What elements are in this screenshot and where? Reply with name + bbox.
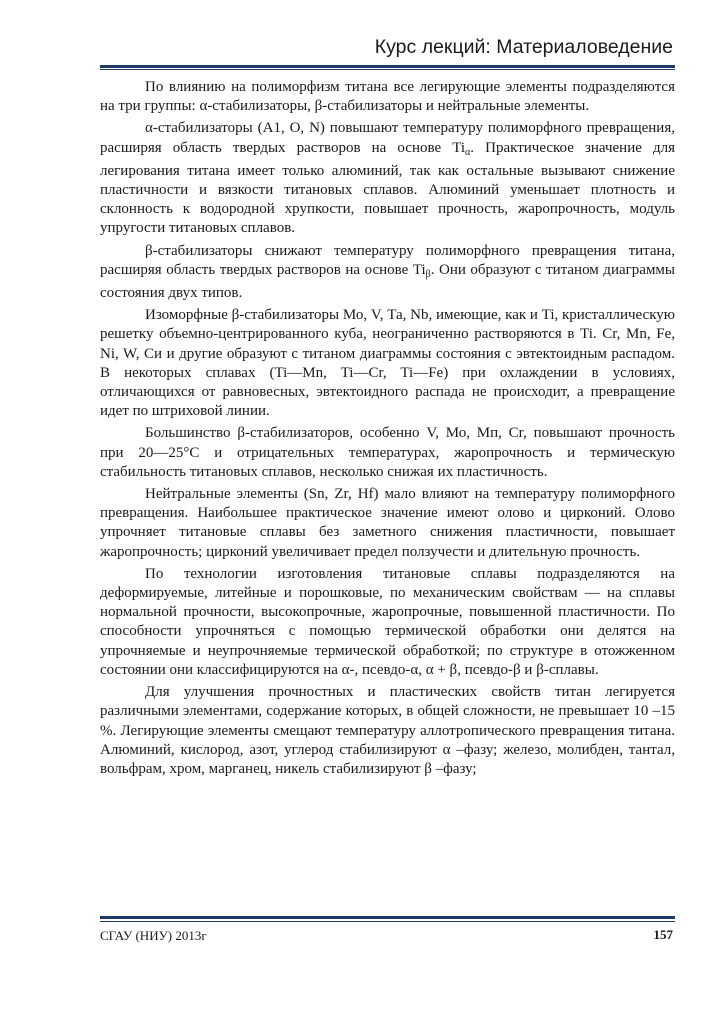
footer-rule-thick bbox=[100, 916, 675, 919]
paragraph-neutral-elements: Нейтральные элементы (Sn, Zr, Hf) мало влияют на температуру полиморфного превращения. Наибольшее практическое значение имеют олово и цирконий. Олово упрочняет титановые сплавы без заметного снижения пластичности, повышает жаропрочность; цирконий увеличивает предел ползучести и длительную прочность. bbox=[100, 486, 675, 560]
beta-text-part1: β-стабилизаторы снижают температуру полиморфного превращения титана, расширяя область твердых растворов на основе Ti bbox=[100, 242, 675, 278]
paragraph-alpha-stabilizers bbox=[100, 119, 675, 238]
alpha-text-part2: . Практическое значение для легирования титана имеет только алюминий, так как остальные вызывают снижение пластичности и вязкости титановых сплавов. Алюминий уменьшает плотность и склонность к водородной хрупкости, повышает прочность, жаропрочность, модуль упругости титановых сплавов. bbox=[100, 139, 675, 237]
page-header bbox=[100, 36, 675, 70]
page-footer bbox=[100, 916, 675, 946]
paragraph-beta-strength: Большинство β-стабилизаторов, особенно V, Мо, Мп, Cr, повышают прочность при 20—25°С и отрицательных температурах, жаропрочность и термическую стабильность титановых сплавов, несколько снижая их пластичность. bbox=[100, 425, 675, 480]
paragraph-classification: По технологии изготовления титановые сплавы подразделяются на деформируемые, литейные и порошковые, по механическим свойствам — на сплавы нормальной прочности, высокопрочные, жаропрочные, повышенной пластичности. По способности упрочняться с помощью термической обработки они делятся на упрочняемые и неупрочняемые термической обработкой; по структуре в отожженном состоянии они классифицируются на α-, псевдо-α, α + β, псевдо-β и β-сплавы. bbox=[100, 565, 675, 678]
header-rule-thick bbox=[100, 65, 675, 68]
beta-text-part2: . Они образуют с титаном диаграммы состояния двух типов. bbox=[100, 261, 676, 302]
header-title: Курс лекций: Материаловедение bbox=[374, 36, 673, 58]
paragraph-isomorphic-beta: Изоморфные β-стабилизаторы Мо, V, Та, Nb, имеющие, как и Ti, кристаллическую решетку объемно-центрированного куба, неограниченно растворяются в Ti. Cr, Mn, Fe, Ni, W, Си и другие образуют с титаном диаграммы состояния с эвтектоидным распадом. В некоторых сплавах (Ti—Mn, Ti—Cr, Ti—Fe) при охлаждении в условиях, отличающихся от равновесных, эвтектоидного распада не происходит, а превращение идет по штриховой линии. bbox=[100, 307, 675, 420]
alpha-subscript: α bbox=[465, 146, 471, 158]
beta-subscript: β bbox=[425, 268, 431, 280]
paragraph-alloying: Для улучшения прочностных и пластических свойств титан легируется различными элементами, содержание которых, в общей сложности, не превышает 10 –15 %. Легирующие элементы смещают температуру аллотропического превращения титана. Алюминий, кислород, азот, углерод стабилизируют α –фазу; железо, молибден, тантал, вольфрам, хром, марганец, никель стабилизируют β –фазу; bbox=[100, 684, 675, 777]
paragraph-beta-stabilizers bbox=[100, 242, 675, 304]
paragraph-polymorphism-groups: По влиянию на полиморфизм титана все легирующие элементы подразделяются на три группы: α-стабилизаторы, β-стабилизаторы и нейтральные элементы. bbox=[100, 79, 675, 115]
footer-institution-year: СГАУ (НИУ) 2013г bbox=[100, 928, 207, 943]
footer-rule-thin bbox=[100, 921, 675, 922]
alpha-text-part1: α-стабилизаторы (А1, О, N) повышают температуру полиморфного превращения, расширяя область твердых растворов на основе Ti bbox=[100, 120, 675, 156]
body-text bbox=[100, 78, 675, 779]
page-number: 157 bbox=[653, 927, 673, 942]
header-rule-thin bbox=[100, 69, 675, 70]
